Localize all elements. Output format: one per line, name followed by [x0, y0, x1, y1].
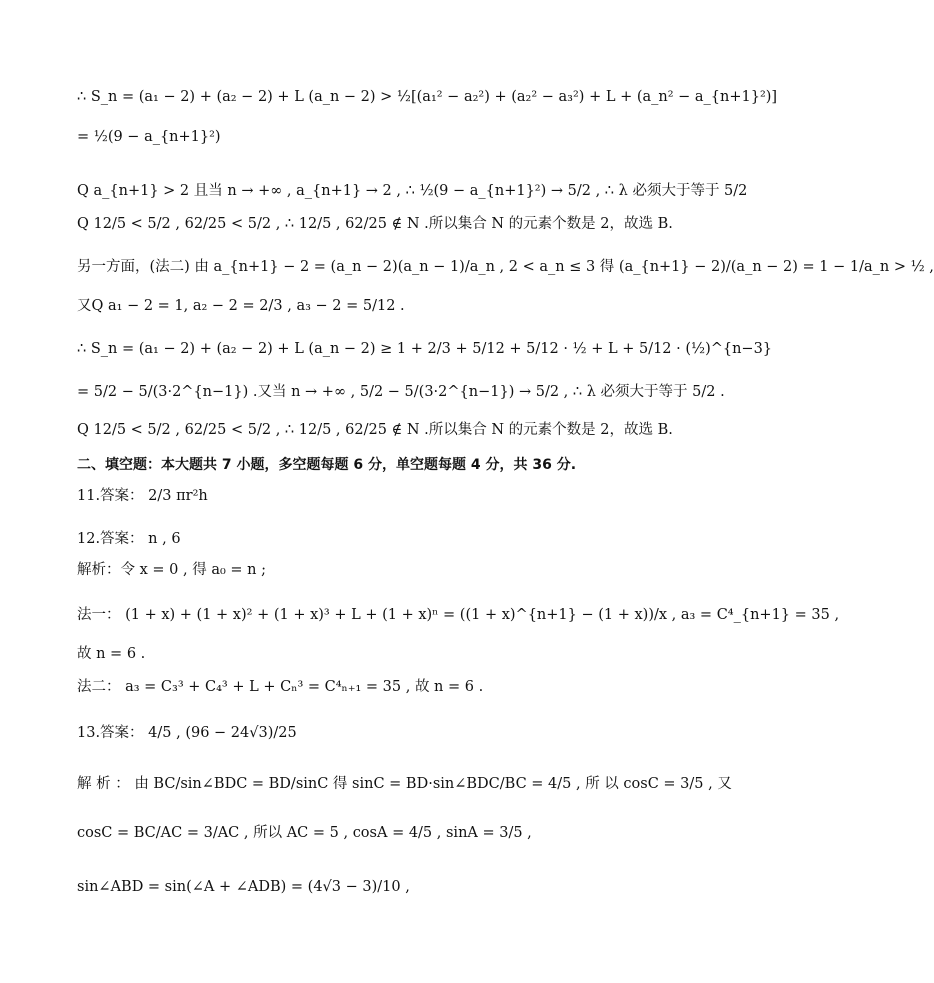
answer-12-method-2: 法二： a₃ = C₃³ + C₄³ + L + Cₙ³ = C⁴ₙ₊₁ = 35 , 故 n = 6 .: [77, 679, 484, 695]
answer-13-analysis-3: sin∠ABD = sin(∠A + ∠ADB) = (4√3 − 3)/10 ,: [77, 879, 410, 895]
answer-12-analysis: 解析：令 x = 0 , 得 a₀ = n ;: [77, 562, 266, 578]
line-2: = ½(9 − a_{n+1}²): [77, 129, 221, 145]
answer-12-method-1-conclusion: 故 n = 6 .: [77, 646, 146, 662]
line-8: = 5/2 − 5/(3·2^{n−1}) .又当 n → +∞ , 5/2 − 5/(3·2^{n−1}) → 5/2 , ∴ λ 必须大于等于 5/2 .: [77, 384, 725, 400]
line-1: ∴ S_n = (a₁ − 2) + (a₂ − 2) + L (a_n − 2) > ½[(a₁² − a₂²) + (a₂² − a₃²) + L + (a_n² − a_{n+1}²)]: [77, 89, 778, 105]
answer-11: 11.答案： 2/3 πr²h: [77, 488, 208, 504]
answer-13-analysis-2: cosC = BC/AC = 3/AC , 所以 AC = 5 , cosA = 4/5 , sinA = 3/5 ,: [77, 825, 532, 841]
line-4: Q 12/5 < 5/2 , 62/25 < 5/2 , ∴ 12/5 , 62/25 ∉ N .所以集合 N 的元素个数是 2，故选 B.: [77, 216, 673, 232]
answer-12-method-1: 法一： (1 + x) + (1 + x)² + (1 + x)³ + L + (1 + x)ⁿ = ((1 + x)^{n+1} − (1 + x))/x , a₃ = C⁴_{n+1} = 35 ,: [77, 607, 840, 623]
line-6: 又Q a₁ − 2 = 1, a₂ − 2 = 2/3 , a₃ − 2 = 5/12 .: [77, 298, 405, 314]
line-3: Q a_{n+1} > 2 且当 n → +∞ , a_{n+1} → 2 , ∴ ½(9 − a_{n+1}²) → 5/2 , ∴ λ 必须大于等于 5/2: [77, 183, 748, 199]
line-7: ∴ S_n = (a₁ − 2) + (a₂ − 2) + L (a_n − 2) ≥ 1 + 2/3 + 5/12 + 5/12 · ½ + L + 5/12 · (½)^{n−3}: [77, 341, 773, 357]
section-heading: 二、填空题：本大题共 7 小题，多空题每题 6 分，单空题每题 4 分，共 36 分.: [77, 457, 577, 473]
answer-13: 13.答案： 4/5 , (96 − 24√3)/25: [77, 725, 297, 741]
answer-12: 12.答案： n , 6: [77, 531, 181, 547]
answer-13-analysis-1: 解 析 ： 由 BC/sin∠BDC = BD/sinC 得 sinC = BD·sin∠BDC/BC = 4/5 , 所 以 cosC = 3/5 , 又: [77, 776, 732, 792]
line-9: Q 12/5 < 5/2 , 62/25 < 5/2 , ∴ 12/5 , 62/25 ∉ N .所以集合 N 的元素个数是 2，故选 B.: [77, 422, 673, 438]
line-5: 另一方面，(法二) 由 a_{n+1} − 2 = (a_n − 2)(a_n − 1)/a_n , 2 < a_n ≤ 3 得 (a_{n+1} − 2)/(a_n − 2) = 1 − 1/a_n > ½ ,: [77, 259, 934, 275]
